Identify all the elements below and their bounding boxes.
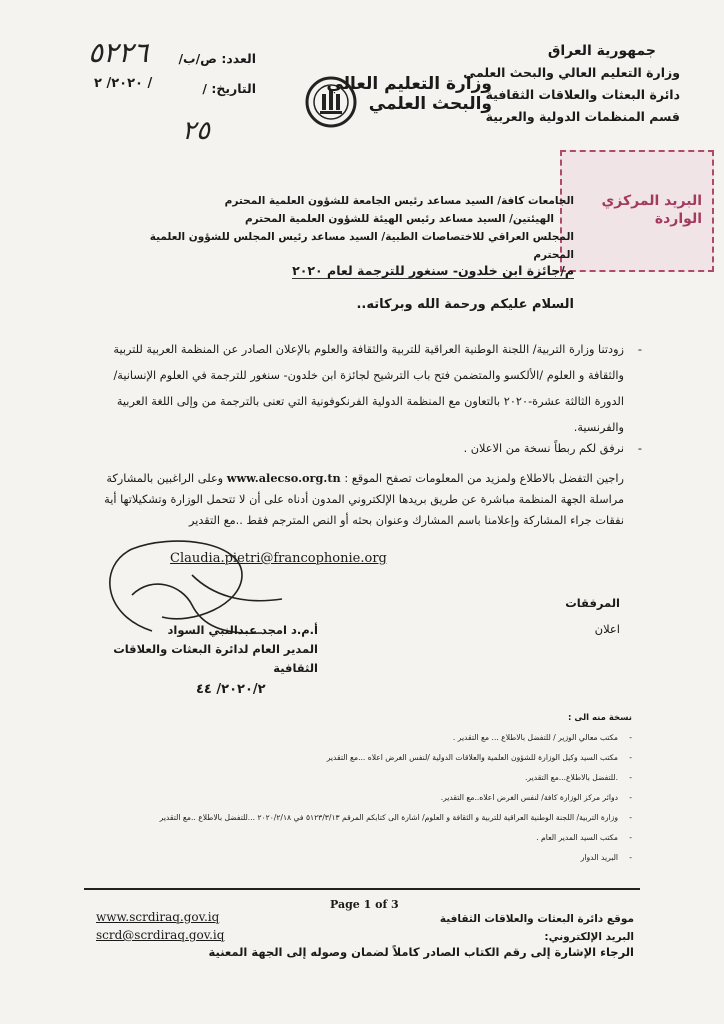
- signer-name: أ.م.د امجد عبدالنبي السواد: [167, 623, 318, 637]
- handwritten-day: ٢٥: [182, 116, 210, 146]
- attachments: [565, 590, 620, 642]
- logo-text-1: وزارة التعليم العالي: [326, 74, 492, 94]
- bullet-1-text: زودتنا وزارة التربية/ اللجنة الوطنية العراقية للتربية والثقافة والعلوم بالإعلان الصادر عن المنظمة العربية للتربية والثقافة و العلوم /الألكسو والمتضمن فتح باب الترشيح لجائزة ابن خلدون- سنغور للترجمة في العلوم الإنسانية/ الدورة الثالثة عشرة-٢٠٢٠ بالتعاون مع المنظمة الدولية الفرنكوفونية التي تعنى بالترجمة من وإلى اللغة العربية والفرنسية.: [113, 343, 624, 434]
- addressee-1: الجامعات كافة/ السيد مساعد رئيس الجامعة للشؤون العلمية المحترم: [224, 195, 574, 207]
- copy-item: - مكتب السيد وكيل الوزارة للشؤون العلمية والعلاقات الدولية /لنفس الغرض اعلاه ...مع التقدير: [42, 748, 632, 768]
- footer-divider: [84, 888, 640, 890]
- contact-email-link[interactable]: Claudia.pietri@francophonie.org: [170, 551, 387, 566]
- body-bullet-2: [124, 436, 642, 462]
- footer-website-link[interactable]: www.scrdiraq.gov.iq: [96, 910, 220, 924]
- footer-links: [96, 908, 224, 944]
- body-paragraph: [98, 468, 624, 531]
- subject-line: م/جائزة ابن خلدون- سنغور للترجمة لعام ٢٠٢٠: [292, 263, 574, 278]
- footer-email-link[interactable]: scrd@scrdiraq.gov.iq: [96, 928, 225, 942]
- signature-date: ٢٠٢٠/٢/ ٤٤: [196, 682, 266, 697]
- paragraph-text-1: راجين التفضل بالاطلاع ولمزيد من المعلومات تصفح الموقع :: [344, 472, 624, 485]
- org-ministry: وزارة التعليم العالي والبحث العلمي: [463, 65, 680, 80]
- alecso-website-link[interactable]: www.alecso.org.tn: [226, 471, 341, 485]
- handwritten-number: ٥٢٢٦: [88, 36, 149, 69]
- ministry-logo: [302, 70, 492, 134]
- addressee-3: المجلس العراقي للاختصاصات الطبية/ السيد مساعد رئيس المجلس للشؤون العلمية المحترم: [149, 231, 574, 261]
- signer-title: المدير العام لدائرة البعثات والعلاقات الثقافية: [113, 642, 318, 675]
- bullet-dash: -: [637, 442, 642, 455]
- copy-item: - مكتب معالي الوزير / للتفضل بالاطلاع ... مع التقدير .: [42, 728, 632, 748]
- greeting: السلام عليكم ورحمة الله وبركاته..: [356, 297, 574, 312]
- incoming-mail-stamp: [560, 150, 714, 272]
- addressees: [114, 192, 574, 264]
- org-country: جمهورية العراق: [547, 43, 656, 59]
- copies-label: نسخة منه الى :: [568, 713, 632, 723]
- copy-item: - البريد الدوار: [42, 848, 632, 868]
- copies-list: [42, 708, 632, 868]
- page-number: Page 1 of 3: [330, 898, 399, 911]
- stamp-line-2: الواردة: [654, 211, 702, 227]
- footer-labels: [440, 910, 634, 946]
- footer-site-label: موقع دائرة البعثات والعلاقات الثقافية: [439, 913, 634, 925]
- footer-email-label: البريد الإلكتروني:: [544, 931, 634, 943]
- logo-text-2: والبحث العلمي: [368, 94, 492, 114]
- stamp-line-1: البريد المركزي: [601, 193, 702, 209]
- copy-item: - .للتفضل بالاطلاع...مع التقدير.: [42, 768, 632, 788]
- attachments-item: اعلان: [594, 622, 620, 636]
- org-department: قسم المنظمات الدولية والعربية: [485, 109, 680, 124]
- typed-date: ٢٠٢٠/ ٢ /: [94, 76, 153, 91]
- bullet-dash: -: [637, 343, 642, 356]
- attachments-label: المرفقات: [565, 596, 620, 610]
- bullet-2-text: نرفق لكم ربطاً نسخة من الاعلان .: [463, 442, 624, 455]
- body-bullet-1: [104, 337, 642, 441]
- footer-note: الرجاء الإشارة إلى رقم الكتاب الصادر كاملاً لضمان وصوله إلى الجهة المعنية: [208, 945, 634, 959]
- copy-item: - مكتب السيد المدير العام .: [42, 828, 632, 848]
- org-directorate: دائرة البعثات والعلاقات الثقافية: [485, 87, 680, 102]
- addressee-2: الهيئتين/ السيد مساعد رئيس الهيئة للشؤون العلمية المحترم: [244, 213, 554, 225]
- copy-item: - دوائر مركز الوزارة كافة/ لنفس الغرض اعلاه..مع التقدير.: [42, 788, 632, 808]
- paragraph-text-2: وعلى الراغبين بالمشاركة مراسلة الجهة المنظمة مباشرة عن طريق بريدها الإلكتروني المدون أدناه على أن لا تتحمل الوزارة وتشكيلاتها أية نفقات جراء المشاركة وإعلامنا باسم المشارك وعنوان بحثه أو النص المترجم فقط ..مع التقدير: [104, 472, 624, 527]
- copy-item: - وزارة التربية/ اللجنة الوطنية العراقية للتربية و الثقافة و العلوم/ اشارة الى كتابكم المرقم ٥١٢٣/٣/١٣ في ٢٠٢٠/٢/١٨ ...للتفضل بالاطلاع ..مع التقدير: [42, 808, 632, 828]
- signer-block: [98, 621, 318, 678]
- number-label: العدد: ص/ب/: [178, 51, 256, 66]
- date-label: التاريخ: /: [202, 81, 256, 96]
